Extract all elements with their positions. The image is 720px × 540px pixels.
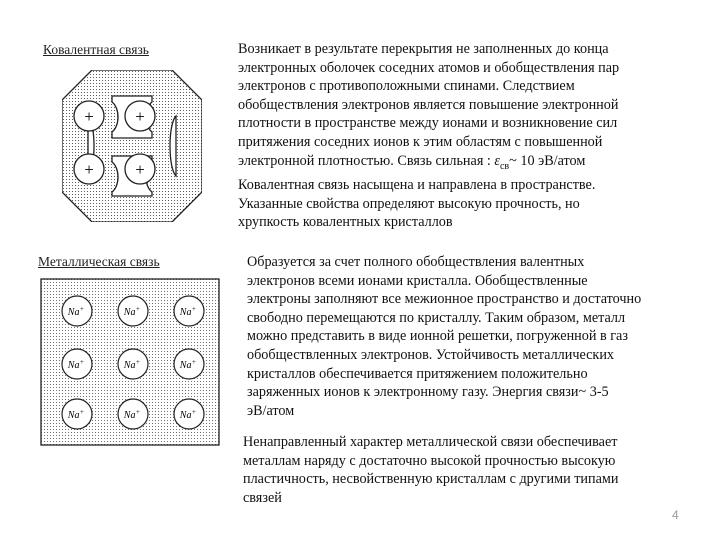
sodium-ion-label: Na+ (179, 408, 197, 421)
text-line: электронов всеми ионами кристалла. Обобществленные (247, 272, 588, 289)
text-line: Ненаправленный характер металлической связи обеспечивает (243, 434, 618, 450)
electron-cloud-region (62, 70, 202, 222)
energy-value: ~ 10 эВ/атом (509, 152, 586, 169)
sodium-ion-label: Na+ (123, 358, 141, 371)
energy-prefix: электронной плотностью. Связь сильная : (238, 152, 495, 169)
covalent-bond-description (238, 40, 619, 232)
text-line: связей (243, 489, 282, 506)
ion-sign: + (84, 160, 94, 179)
page-number: 4 (672, 508, 679, 522)
text-line: эВ/атом (247, 402, 295, 419)
sodium-ion-label: Na+ (67, 408, 85, 421)
text-line: свободно перемещаются по кристаллу. Таким образом, металл (247, 309, 626, 326)
text-line: обобществленных электронов. Устойчивость металлических (247, 346, 615, 363)
sodium-ion-label: Na+ (67, 305, 85, 318)
sodium-ion-label: Na+ (179, 358, 197, 371)
text-line: Указанные свойства определяют высокую прочность, но (238, 195, 580, 212)
text-line: Ковалентная связь насыщена и направлена в пространстве. (238, 176, 596, 193)
covalent-bond-heading: Ковалентная связь (43, 42, 149, 57)
text-line: притяжения соседних ионов к этим областям с повышенной (238, 133, 603, 150)
text-line: хрупкость ковалентных кристаллов (238, 214, 453, 231)
epsilon-subscript: св (499, 160, 510, 172)
text-line: пластичность, несвойственную кристаллам с другими типами (243, 471, 619, 488)
covalent-bond-diagram (62, 70, 202, 222)
sodium-ion-label: Na+ (123, 408, 141, 421)
nondirectional-bond-note (243, 433, 618, 507)
text-line: электроны заполняют все межионное пространство и достаточно (247, 291, 642, 308)
text-line: металлам наряду с достаточно высокой прочностью высокую (243, 452, 616, 469)
text-line: обобществления электронов является повышение электронной (238, 96, 619, 113)
ion-lattice (62, 296, 204, 429)
text-line: плотности в пространстве между ионами и возникновение сил (238, 115, 618, 132)
text-line: можно представить в виде ионной решетки, погруженной в газ (247, 328, 628, 345)
text-line: кристаллов обеспечивается притяжением положительно (247, 365, 588, 382)
epsilon-symbol: ε (494, 152, 500, 169)
energy-line (238, 152, 619, 176)
sodium-ion-label: Na+ (67, 358, 85, 371)
ion-sign: + (84, 107, 94, 126)
text-line: электронов с противоположными спинами. Следствием (238, 78, 575, 95)
ion-sign: + (135, 107, 145, 126)
text-line: заряженных ионов к электронному газу. Энергия связи~ 3-5 (247, 384, 609, 401)
sodium-ion-label: Na+ (123, 305, 141, 318)
metallic-bond-diagram (40, 278, 220, 446)
metallic-bond-heading: Металлическая связь (38, 254, 160, 269)
metallic-bond-description (247, 253, 641, 420)
text-line: Возникает в результате перекрытия не заполненных до конца (238, 41, 609, 57)
ion-sign: + (135, 160, 145, 179)
text-line: электронных оболочек соседних атомов и обобществления пар (238, 59, 620, 76)
text-line: Образуется за счет полного обобществления валентных (247, 254, 585, 270)
sodium-ion-label: Na+ (179, 305, 197, 318)
